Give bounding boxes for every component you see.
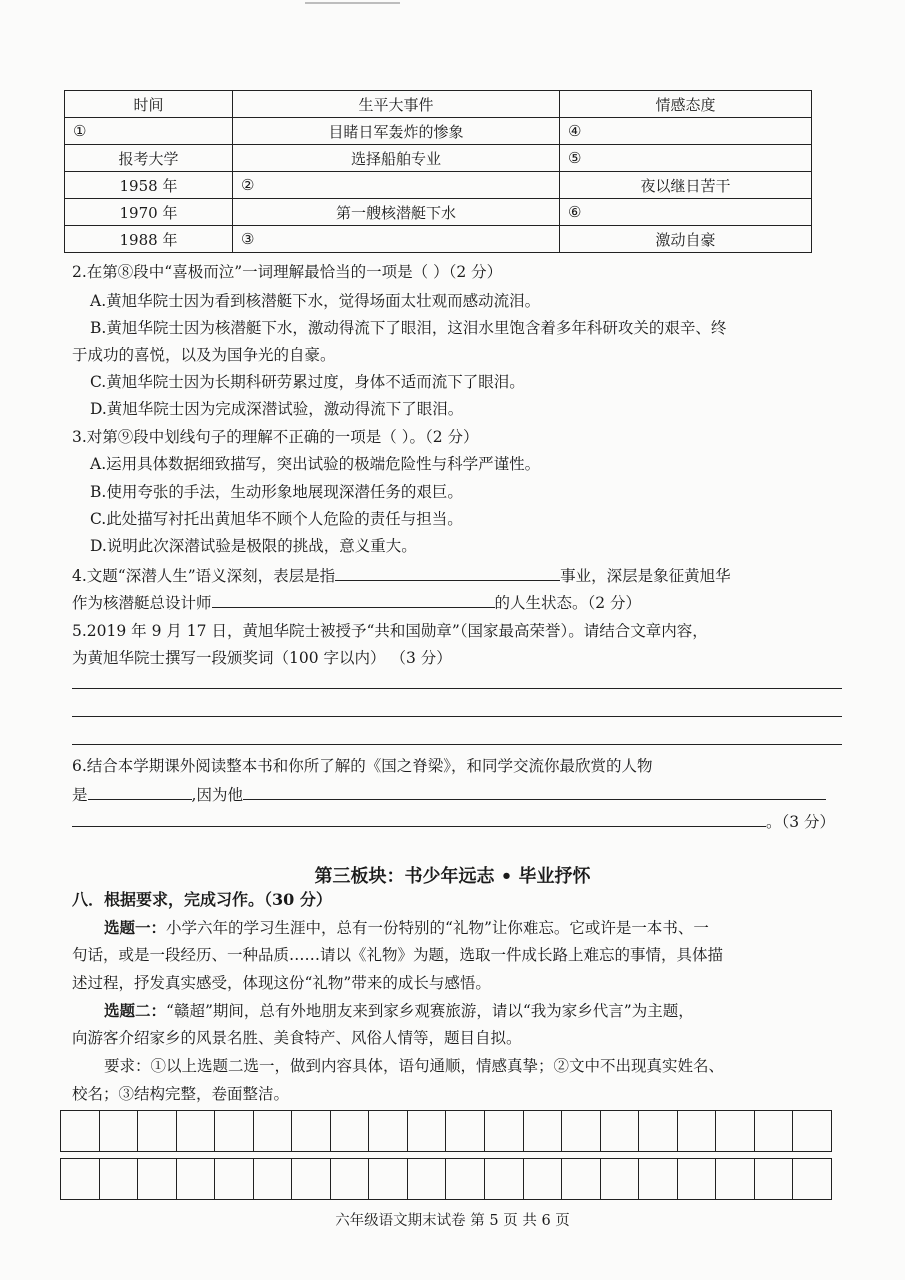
question-6-text: 。（3 分） xyxy=(766,813,836,831)
table-row xyxy=(65,199,812,226)
table-cell: 目睹日军轰炸的惨象 xyxy=(233,118,560,145)
writing-grid-cell[interactable] xyxy=(446,1111,485,1151)
writing-grid-cell[interactable] xyxy=(331,1159,370,1199)
writing-grid-cell[interactable] xyxy=(716,1159,755,1199)
question-4-text: 事业，深层是象征黄旭华 xyxy=(560,567,731,585)
table-row xyxy=(65,118,812,145)
writing-grid-cell[interactable] xyxy=(61,1159,100,1199)
answer-line[interactable] xyxy=(72,716,842,717)
topic-1-line-1 xyxy=(104,918,842,938)
table-cell: 第一艘核潜艇下水 xyxy=(233,199,560,226)
table-cell: 报考大学 xyxy=(65,145,233,172)
answer-blank[interactable] xyxy=(243,783,826,800)
composition-heading: 八．根据要求，完成习作。（30 分） xyxy=(72,890,332,909)
header-attitude: 情感态度 xyxy=(560,91,812,118)
question-2-option-c: C.黄旭华院士因为长期科研劳累过度，身体不适而流下了眼泪。 xyxy=(90,373,525,391)
table-cell: 选择船舶专业 xyxy=(233,145,560,172)
topic-2-line-2: 向游客介绍家乡的风景名胜、美食特产、风俗人情等，题目自拟。 xyxy=(72,1029,522,1047)
table-cell: ③ xyxy=(233,226,560,253)
table-cell: 1988 年 xyxy=(65,226,233,253)
table-cell: 夜以继日苦干 xyxy=(560,172,812,199)
table-cell: ④ xyxy=(560,118,812,145)
writing-grid-cell[interactable] xyxy=(138,1111,177,1151)
writing-grid-cell[interactable] xyxy=(678,1159,717,1199)
topic-1-line-2: 句话，或是一段经历、一种品质……请以《礼物》为题，选取一件成长路上难忘的事情，具体描 xyxy=(72,946,724,964)
writing-grid-cell[interactable] xyxy=(177,1111,216,1151)
topic-2-text: “赣超”期间，总有外地朋友来到家乡观赛旅游，请以“我为家乡代言”为主题， xyxy=(166,1002,694,1020)
requirements-line-2: 校名；③结构完整，卷面整洁。 xyxy=(72,1085,290,1103)
question-3-option-d: D.说明此次深潜试验是极限的挑战，意义重大。 xyxy=(90,537,417,555)
table-cell: ⑤ xyxy=(560,145,812,172)
answer-blank[interactable] xyxy=(335,564,560,581)
header-events: 生平大事件 xyxy=(233,91,560,118)
writing-grid-cell[interactable] xyxy=(369,1159,408,1199)
writing-grid-cell[interactable] xyxy=(716,1111,755,1151)
question-4-line-2 xyxy=(72,591,842,613)
writing-grid-cell[interactable] xyxy=(292,1111,331,1151)
writing-grid-cell[interactable] xyxy=(292,1159,331,1199)
writing-grid-cell[interactable] xyxy=(254,1159,293,1199)
question-4-text: 的人生状态。（2 分） xyxy=(494,594,642,612)
question-6-line-3 xyxy=(72,810,842,832)
page-footer: 六年级语文期末试卷 第 5 页 共 6 页 xyxy=(335,1213,570,1229)
question-2-option-d: D.黄旭华院士因为完成深潜试验，激动得流下了眼泪。 xyxy=(90,400,464,418)
table-cell: ⑥ xyxy=(560,199,812,226)
answer-blank[interactable] xyxy=(72,810,766,827)
question-5-line-1: 5.2019 年 9 月 17 日，黄旭华院士被授予“共和国勋章”（国家最高荣誉）。请结合文章内容， xyxy=(72,622,708,640)
topic-1-line-3: 述过程，抒发真实感受，体现这份“礼物”带来的成长与感悟。 xyxy=(72,974,491,992)
writing-grid-cell[interactable] xyxy=(601,1111,640,1151)
table-row xyxy=(65,226,812,253)
writing-grid-cell[interactable] xyxy=(793,1159,831,1199)
writing-grid-cell[interactable] xyxy=(177,1159,216,1199)
question-2-stem: 2.在第⑧段中“喜极而泣”一词理解最恰当的一项是（ ）（2 分） xyxy=(72,263,503,281)
scan-mark xyxy=(305,2,400,4)
header-time: 时间 xyxy=(65,91,233,118)
writing-grid-cell[interactable] xyxy=(793,1111,831,1151)
question-6-text: 是 xyxy=(72,786,88,804)
writing-grid-cell[interactable] xyxy=(678,1111,717,1151)
question-2-option-b: B.黄旭华院士因为核潜艇下水，激动得流下了眼泪，这泪水里饱含着多年科研攻关的艰辛、终 xyxy=(90,319,727,337)
writing-grid-cell[interactable] xyxy=(755,1159,794,1199)
question-2-option-b-cont: 于成功的喜悦，以及为国争光的自豪。 xyxy=(72,346,336,364)
answer-blank[interactable] xyxy=(88,783,192,800)
question-5-line-2: 为黄旭华院士撰写一段颁奖词（100 字以内） （3 分） xyxy=(72,649,452,667)
table-cell: ② xyxy=(233,172,560,199)
writing-grid-cell[interactable] xyxy=(562,1111,601,1151)
table-cell: 1970 年 xyxy=(65,199,233,226)
topic-1-text: 小学六年的学习生涯中，总有一份特别的“礼物”让你难忘。它或许是一本书、一 xyxy=(166,919,709,937)
question-4-line-1 xyxy=(72,564,842,586)
question-3-option-c: C.此处描写衬托出黄旭华不顾个人危险的责任与担当。 xyxy=(90,510,463,528)
answer-line[interactable] xyxy=(72,744,842,745)
writing-grid-cell[interactable] xyxy=(524,1111,563,1151)
table-cell: 1958 年 xyxy=(65,172,233,199)
writing-grid-cell[interactable] xyxy=(485,1159,524,1199)
question-2-option-a: A.黄旭华院士因为看到核潜艇下水，觉得场面太壮观而感动流泪。 xyxy=(90,292,541,310)
writing-grid-cell[interactable] xyxy=(215,1159,254,1199)
question-6-line-1: 6.结合本学期课外阅读整本书和你所了解的《国之脊梁》，和同学交流你最欣赏的人物 xyxy=(72,757,653,775)
writing-grid-cell[interactable] xyxy=(562,1159,601,1199)
question-3-option-a: A.运用具体数据细致描写，突出试验的极端危险性与科学严谨性。 xyxy=(90,455,541,473)
writing-grid-cell[interactable] xyxy=(61,1111,100,1151)
writing-grid-cell[interactable] xyxy=(408,1111,447,1151)
writing-grid-cell[interactable] xyxy=(446,1159,485,1199)
writing-grid-cell[interactable] xyxy=(524,1159,563,1199)
table-cell: 激动自豪 xyxy=(560,226,812,253)
writing-grid-row[interactable] xyxy=(60,1110,832,1152)
answer-line[interactable] xyxy=(72,688,842,689)
requirements-line-1: 要求：①以上选题二选一，做到内容具体，语句通顺，情感真挚；②文中不出现真实姓名、 xyxy=(104,1057,725,1075)
writing-grid-cell[interactable] xyxy=(639,1159,678,1199)
question-3-option-b: B.使用夸张的手法，生动形象地展现深潜任务的艰巨。 xyxy=(90,483,463,501)
topic-1-label: 选题一： xyxy=(104,918,167,937)
writing-grid-cell[interactable] xyxy=(485,1111,524,1151)
writing-grid-cell[interactable] xyxy=(100,1159,139,1199)
writing-grid-cell[interactable] xyxy=(254,1111,293,1151)
question-3-stem: 3.对第⑨段中划线句子的理解不正确的一项是（ ）。（2 分） xyxy=(72,428,479,446)
writing-grid-row[interactable] xyxy=(60,1158,832,1200)
writing-grid-cell[interactable] xyxy=(601,1159,640,1199)
writing-grid-cell[interactable] xyxy=(408,1159,447,1199)
question-4-text: 作为核潜艇总设计师 xyxy=(72,594,212,612)
writing-grid-cell[interactable] xyxy=(331,1111,370,1151)
writing-grid-cell[interactable] xyxy=(138,1159,177,1199)
writing-grid-cell[interactable] xyxy=(755,1111,794,1151)
timeline-table xyxy=(64,90,812,253)
question-4-text: 4.文题“深潜人生”语义深刻，表层是指 xyxy=(72,567,336,585)
topic-2-line-1 xyxy=(104,1001,842,1021)
table-header-row xyxy=(65,91,812,118)
writing-grid-cell[interactable] xyxy=(639,1111,678,1151)
table-row xyxy=(65,172,812,199)
writing-grid-cell[interactable] xyxy=(100,1111,139,1151)
question-6-text: ,因为他 xyxy=(191,786,243,804)
writing-grid-cell[interactable] xyxy=(215,1111,254,1151)
section-3-title: 第三板块：书少年远志 • 毕业抒怀 xyxy=(314,866,591,887)
question-6-line-2 xyxy=(72,783,842,805)
writing-grid-cell[interactable] xyxy=(369,1111,408,1151)
table-cell: ① xyxy=(65,118,233,145)
topic-2-label: 选题二： xyxy=(104,1001,167,1020)
table-row xyxy=(65,145,812,172)
answer-blank[interactable] xyxy=(212,591,495,608)
